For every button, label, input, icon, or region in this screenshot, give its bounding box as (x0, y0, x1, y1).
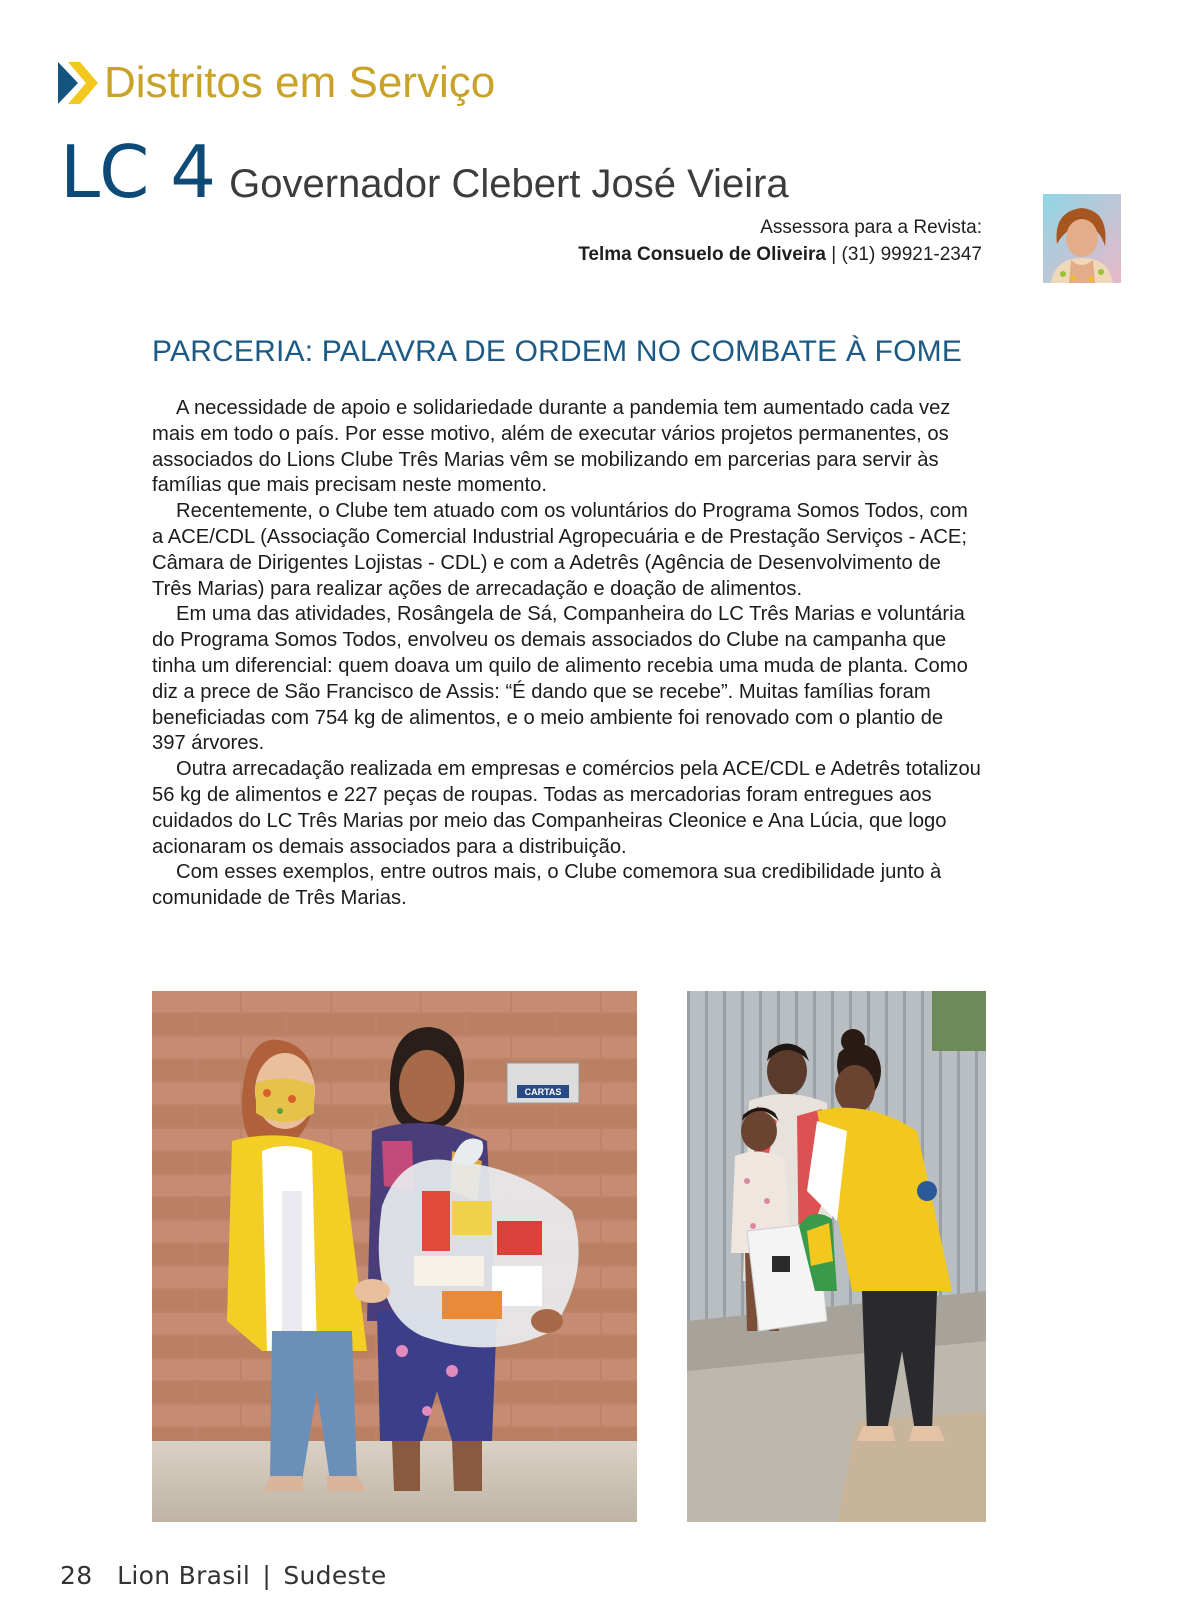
district-header (60, 130, 789, 214)
article-paragraph: Outra arrecadação realizada em empresas e comércios pela ACE/CDL e Adetrês totalizou 56 kg de alimentos e 227 peças de roupas. Todas as mercadorias foram entregues aos cuidados do LC Três Marias por meio das Companheiras Cleonice e Ana Lúcia, que logo acionaram os demais associados para a distribuição. (152, 758, 981, 858)
chevron-right-icon (58, 60, 98, 106)
section-header (58, 60, 495, 106)
publication-name: Lion Brasil (117, 1561, 251, 1590)
district-code: LC 4 (60, 130, 216, 214)
page-number: 28 (60, 1561, 93, 1590)
article-headline: PARCERIA: PALAVRA DE ORDEM NO COMBATE À FOME (152, 335, 963, 368)
region-name: Sudeste (283, 1561, 387, 1590)
advisor-credit (578, 214, 982, 268)
advisor-photo (1043, 194, 1121, 283)
footer-separator: | (262, 1561, 272, 1590)
article-paragraph: A necessidade de apoio e solidariedade durante a pandemia tem aumentado cada vez mais em todo o país. Por esse motivo, além de executar vários projetos permanentes, os associados do Lions Clube Três Marias vêm se mobilizando em parcerias para servir às famílias que mais precisam neste momento. (152, 397, 951, 497)
governor-name: Governador Clebert José Vieira (229, 162, 789, 206)
advisor-phone: (31) 99921-2347 (841, 244, 982, 265)
article-paragraph: Com esses exemplos, entre outros mais, o Clube comemora sua credibilidade junto à comunidade de Três Marias. (152, 861, 942, 910)
page-footer (60, 1561, 387, 1590)
photo-food-donation (152, 991, 637, 1522)
photo-bag-delivery (687, 991, 986, 1522)
section-title: Distritos em Serviço (104, 58, 496, 107)
article-paragraph: Em uma das atividades, Rosângela de Sá, Companheira do LC Três Marias e voluntária do Programa Somos Todos, envolveu os demais associados do Clube na campanha que tinha um diferencial: quem doava um quilo de alimento recebia uma muda de planta. Como diz a prece de São Francisco de Assis: “É dando que se recebe”. Muitas famílias foram beneficiadas com 754 kg de alimentos, e o meio ambiente foi renovado com o plantio de 397 árvores. (152, 603, 968, 755)
mailbox-sign: CARTAS (524, 1087, 562, 1097)
advisor-role: Assessora para a Revista: (760, 217, 982, 238)
advisor-separator: | (826, 244, 842, 265)
advisor-name: Telma Consuelo de Oliveira (578, 244, 826, 265)
article-paragraph: Recentemente, o Clube tem atuado com os voluntários do Programa Somos Todos, com a ACE/CDL (Associação Comercial Industrial Agropecuária e de Prestação Serviços - ACE; Câmara de Dirigentes Lojistas - CDL) e com a Adetrês (Agência de Desenvolvimento de Três Marias) para realizar ações de arrecadação e doação de alimentos. (152, 500, 968, 600)
article-body (152, 396, 982, 912)
